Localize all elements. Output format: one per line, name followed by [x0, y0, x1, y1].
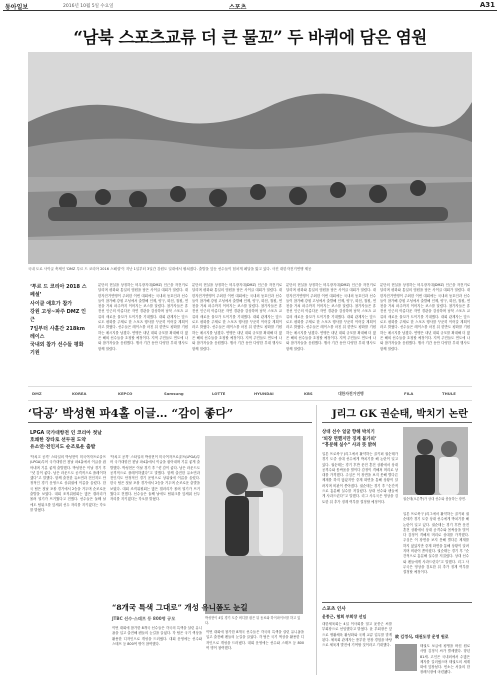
- golf-body: '닥치고 공격' 스타일의 박성현이 미국여자프로골프(LPGA)투어 국가대항전 첫날 파4홀에서 이글을 잡아내며 기분 좋게 출발했다. 박성현은 이날 경기 후 “샷 감이 좋다. 남은 라운드도 공격적으로 플레이하겠다”고 말했다. 함께 출전한 유소연과 전인지도 안정적인 경기 운영으로 상위권에 이름을 올렸다. 한국 팀은 첫날 포볼 경기에서 2승을 거두며 순조로운 출발을 보였다. 대회 조직위원회는 많은 갤러리가 몰려 열기가 뜨거웠다고 전했다. 선수들은 둘째 날에도 팀워크를 앞세워 선두 자리를 지키겠다는 각오를 밝혔다.: [110, 455, 200, 502]
- box-body: 이번 대회에 참가한 8개국 선수들은 각국의 특색을 살린 유니폼을 입고 출전해 팬들의 눈길을 끌었다. 각 팀은 국기 색상을 활용한 디자인으로 개성을 드러냈다. 대회 운영에는 선수와 스태프 등 800여 명이 참여했다.: [206, 630, 304, 650]
- sponsor-logo: KOREA: [72, 391, 87, 396]
- subhead: 상대 선수 얼굴 향해 박치기: [322, 430, 375, 435]
- paper-name: 동아일보: [5, 4, 29, 11]
- sponsor-logo: LOTTE: [212, 391, 226, 396]
- sponsor-bar: [28, 386, 472, 401]
- box-headline: “8개국 특색 그대로” 개성 유니폼도 눈길: [112, 603, 248, 612]
- cycling-race-photo: [28, 52, 472, 264]
- soccer-body: 일본 프로축구 J리그에서 활약하는 골키퍼 권순태가 경기 도중 상대 선수에게 박치기를 해 논란이 일고 있다. 권순태는 경기 후반 문전 혼전 상황에서 상대 공격수와 몸싸움을 벌이다 감정이 격해져 머리로 상대를 가격했다. 주심은 이 장면을 보지 못해 별다른 제재를 하지 않았지만 중계 화면을 통해 상황이 알려지며 비판이 쏟아졌다. 권순태는 경기 후 “순간적으로 흥분해 실수를 저질렀다. 상대 선수와 팬들에게 사과드린다”고 말했다. 리그 사무국은 영상을 검토한 뒤 추가 징계 여부를 결정할 예정이다.: [322, 452, 398, 504]
- issue-date: 2016년 10월 5일 수요일: [63, 4, 114, 9]
- obituary-body: 태권도 보급에 평생을 바친 원로 사범 김정식 씨가 별세했다. 향년 81세. 고인은 국내외에서 수많은 제자를 길러냈으며 태권도의 세계화에 앞장섰다. 빈소는 서울의 한 장례식장에 마련됐다.: [420, 644, 470, 674]
- masthead: [3, 0, 497, 11]
- sponsor-logo: KEPCO: [118, 391, 133, 396]
- article-body: 분단의 현실을 상징하는 비무장지대(DMZ) 인근을 자전거로 달리며 평화와 통일의 염원을 담은 사이클 대회가 열렸다. 대한자전거연맹이 주최한 이번 대회에는 국내외 동호인과 선수들이 참가해 강원 고성에서 출발해 인제, 양구, 화천, 철원, 연천을 거쳐 파주까지 이어지는 코스를 달렸다. 참가자들은 휴전선 인근의 아름다운 자연 경관을 감상하며 남북 스포츠 교류의 새로운 물꼬가 트이기를 기대했다. 대회 관계자는 앞으로도 평화를 주제로 한 스포츠 행사를 꾸준히 이어갈 계획이라고 밝혔다. 선수들은 레이스를 마친 뒤 한반도 평화를 기원하는 메시지를 남겼다. 연맹은 내년 대회 규모를 확대해 더 많은 해외 선수들을 초청할 예정이다. 지역 주민들도 연도에 나와 참가자들을 응원했다. 행사 기간 동안 다양한 부대 행사도 함께 열렸다.: [380, 283, 470, 351]
- box-title: 윤종근, 협회 부회장 선임: [322, 614, 367, 619]
- golf-photo: [205, 436, 303, 614]
- article-body: 분단의 현실을 상징하는 비무장지대(DMZ) 인근을 자전거로 달리며 평화와 통일의 염원을 담은 사이클 대회가 열렸다. 대한자전거연맹이 주최한 이번 대회에는 국내외 동호인과 선수들이 참가해 강원 고성에서 출발해 인제, 양구, 화천, 철원, 연천을 거쳐 파주까지 이어지는 코스를 달렸다. 참가자들은 휴전선 인근의 아름다운 자연 경관을 감상하며 남북 스포츠 교류의 새로운 물꼬가 트이기를 기대했다. 대회 관계자는 앞으로도 평화를 주제로 한 스포츠 행사를 꾸준히 이어갈 계획이라고 밝혔다. 선수들은 레이스를 마친 뒤 한반도 평화를 기원하는 메시지를 남겼다. 연맹은 내년 대회 규모를 확대해 더 많은 해외 선수들을 초청할 예정이다. 지역 주민들도 연도에 나와 참가자들을 응원했다. 행사 기간 동안 다양한 부대 행사도 함께 열렸다.: [192, 283, 282, 351]
- sponsor-logo: 대한자전거연맹: [338, 391, 364, 396]
- box-label: 스포츠 인사: [322, 607, 346, 612]
- main-headline: “남북 스포츠교류 더 큰 물꼬” 두 바퀴에 담은 염원: [73, 28, 427, 47]
- subhead: ‘투르 드 코리아 2018 스페셜’: [30, 284, 87, 298]
- subhead: ‘퇴장 면했지만 징계 불가피’: [322, 436, 377, 442]
- article-subheads: [30, 283, 90, 358]
- subhead: “흥분해 실수” 사과 뜻 밝혀: [322, 443, 377, 448]
- subhead: 7일부터 사흘간 218km 레이스: [30, 325, 85, 340]
- golf-subheads: [30, 430, 125, 451]
- portrait-photo: [395, 644, 417, 671]
- subhead: LPGA 국가대항전 인 코리아 첫날: [30, 431, 102, 436]
- box-body: 이번 대회에 참가한 8개국 선수들은 각국의 특색을 살린 유니폼을 입고 출전해 팬들의 눈길을 끌었다. 각 팀은 국기 색상을 활용한 디자인으로 개성을 드러냈다. 대회 운영에는 선수와 스태프 등 800여 명이 참여했다.: [112, 626, 202, 646]
- divider: [322, 422, 472, 423]
- sponsor-logo: THULE: [442, 391, 456, 396]
- soccer-body: 일본 프로축구 J리그에서 활약하는 골키퍼 권순태가 경기 도중 상대 선수에게 박치기를 해 논란이 일고 있다. 권순태는 경기 후반 문전 혼전 상황에서 상대 공격수와 몸싸움을 벌이다 감정이 격해져 머리로 상대를 가격했다. 주심은 이 장면을 보지 못해 별다른 제재를 하지 않았지만 중계 화면을 통해 상황이 알려지며 비판이 쏟아졌다. 권순태는 경기 후 “순간적으로 흥분해 실수를 저질렀다. 상대 선수와 팬들에게 사과드린다”고 말했다. 리그 사무국은 영상을 검토한 뒤 추가 징계 여부를 결정할 예정이다.: [403, 512, 469, 575]
- soccer-subheads: [322, 430, 402, 450]
- article-body: 분단의 현실을 상징하는 비무장지대(DMZ) 인근을 자전거로 달리며 평화와 통일의 염원을 담은 사이클 대회가 열렸다. 대한자전거연맹이 주최한 이번 대회에는 국내외 동호인과 선수들이 참가해 강원 고성에서 출발해 인제, 양구, 화천, 철원, 연천을 거쳐 파주까지 이어지는 코스를 달렸다. 참가자들은 휴전선 인근의 아름다운 자연 경관을 감상하며 남북 스포츠 교류의 새로운 물꼬가 트이기를 기대했다. 대회 관계자는 앞으로도 평화를 주제로 한 스포츠 행사를 꾸준히 이어갈 계획이라고 밝혔다. 선수들은 레이스를 마친 뒤 한반도 평화를 기원하는 메시지를 남겼다. 연맹은 내년 대회 규모를 확대해 더 많은 해외 선수들을 초청할 예정이다. 지역 주민들도 연도에 나와 참가자들을 응원했다. 행사 기간 동안 다양한 부대 행사도 함께 열렸다.: [98, 283, 188, 351]
- soccer-headline: J리그 GK 권순태, 박치기 논란: [332, 409, 468, 420]
- page-number: A31: [479, 1, 495, 9]
- subhead: 강원 고성~파주 DMZ 인근: [30, 309, 86, 323]
- article-body: 분단의 현실을 상징하는 비무장지대(DMZ) 인근을 자전거로 달리며 평화와 통일의 염원을 담은 사이클 대회가 열렸다. 대한자전거연맹이 주최한 이번 대회에는 국내외 동호인과 선수들이 참가해 강원 고성에서 출발해 인제, 양구, 화천, 철원, 연천을 거쳐 파주까지 이어지는 코스를 달렸다. 참가자들은 휴전선 인근의 아름다운 자연 경관을 감상하며 남북 스포츠 교류의 새로운 물꼬가 트이기를 기대했다. 대회 관계자는 앞으로도 평화를 주제로 한 스포츠 행사를 꾸준히 이어갈 계획이라고 밝혔다. 선수들은 레이스를 마친 뒤 한반도 평화를 기원하는 메시지를 남겼다. 연맹은 내년 대회 규모를 확대해 더 많은 해외 선수들을 초청할 예정이다. 지역 주민들도 연도에 나와 참가자들을 응원했다. 행사 기간 동안 다양한 부대 행사도 함께 열렸다.: [286, 283, 376, 351]
- soccer-photo-caption: 권순태(오른쪽)가 상대 선수와 충돌하는 장면.: [403, 497, 466, 501]
- subhead: 사이클 애호가 참가: [30, 300, 73, 307]
- soccer-photo: [403, 427, 468, 495]
- sponsor-logo: HYUNDAI: [254, 391, 274, 396]
- subhead: 국내외 참가 선수들 평화 기원: [30, 342, 84, 356]
- box-subhead: JTBC 선수·스태프 등 800명 규모: [112, 616, 176, 621]
- section-name: 스포츠: [229, 4, 247, 11]
- golf-photo-caption: 박성현이 4일 경기 도중 버디를 잡은 뒤 동료와 하이파이브를 하고 있다.: [205, 616, 301, 625]
- obituary-title: 故 김정식, 태권도장 운영 원로: [395, 634, 449, 639]
- subhead: 호쾌한 장타로 선두권 도약: [30, 438, 86, 443]
- golf-headline: ‘닥공’ 박성현 파4홀 이글… “감이 좋다”: [28, 406, 234, 420]
- divider: [322, 602, 472, 603]
- divider: [28, 422, 312, 423]
- photo-caption: 국내 도로 사이클 축제인 'DMZ 투르 드 코리아 2016 스페셜'이 지난 1일부터 3일간 강원도 일대에서 펼쳐졌다. 출발을 앞둔 선수들이 힘차게 페달을 밟고 있다. 사진 대한자전거연맹 제공: [28, 267, 312, 271]
- subhead: 유소연·전인지도 순조로운 출발: [30, 445, 96, 450]
- sponsor-logo: FILA: [404, 391, 414, 396]
- sponsor-logo: KBS: [304, 391, 313, 396]
- box-body: 대한체육회는 4일 이사회를 열고 윤종근 씨를 부회장으로 선임했다고 밝혔다. 윤 부회장은 앞으로 생활체육 활성화와 국제 교류 업무를 맡게 된다. 체육회 관계자는 풍부한 현장 경험을 바탕으로 체육계 발전에 기여할 것이라고 기대했다.: [322, 622, 392, 648]
- column-divider: [316, 405, 317, 675]
- sponsor-logo: DMZ: [32, 391, 42, 396]
- sponsor-logo: Samsung: [164, 391, 184, 396]
- golf-body: '닥치고 공격' 스타일의 박성현이 미국여자프로골프(LPGA)투어 국가대항전 첫날 파4홀에서 이글을 잡아내며 기분 좋게 출발했다. 박성현은 이날 경기 후 “샷 감이 좋다. 남은 라운드도 공격적으로 플레이하겠다”고 말했다. 함께 출전한 유소연과 전인지도 안정적인 경기 운영으로 상위권에 이름을 올렸다. 한국 팀은 첫날 포볼 경기에서 2승을 거두며 순조로운 출발을 보였다. 대회 조직위원회는 많은 갤러리가 몰려 열기가 뜨거웠다고 전했다. 선수들은 둘째 날에도 팀워크를 앞세워 선두 자리를 지키겠다는 각오를 밝혔다.: [30, 455, 106, 512]
